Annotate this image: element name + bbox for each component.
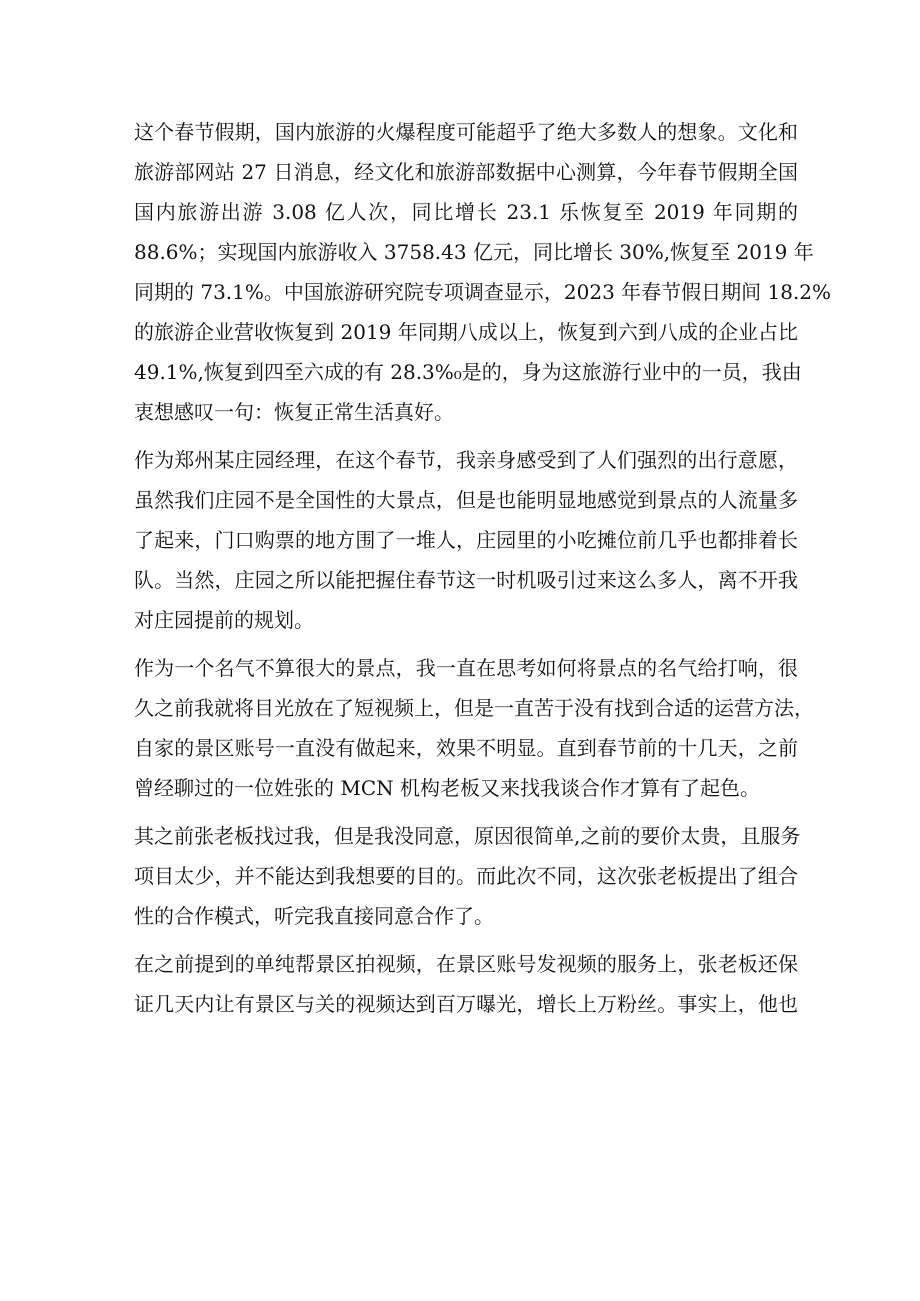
paragraph-1 [134,112,832,432]
text-line: 曾经聊过的一位姓张的 MCN 机构老板又来找我谈合作才算有了起色。 [134,776,760,800]
text-line: 作为郑州某庄园经理，在这个春节，我亲身感受到了人们强烈的出行意愿， [134,448,798,472]
paragraph-3 [134,648,814,808]
text-line: 了起来，门口购票的地方围了一堆人，庄园里的小吃摊位前几乎也都排着长 [134,528,798,552]
text-line: 项目太少，并不能达到我想要的目的。而此次不同，这次张老板提出了组合 [134,864,798,888]
text-line: 对庄园提前的规划。 [134,608,314,632]
text-line: 其之前张老板找过我，但是我没同意，原因很简单,之前的要价太贵，且服务 [134,824,801,848]
text-line: 49.1%,恢复到四至六成的有 28.3%₀是的，身为这旅游行业中的一员，我由 [134,360,802,384]
text-line: 自家的景区账号一直没有做起来，效果不明显。直到春节前的十几天，之前 [134,736,798,760]
text-line: 88.6%；实现国内旅游收入 3758.43 亿元，同比增长 30%,恢复至 2019 年 [134,240,814,264]
paragraph-4 [134,816,801,936]
text-line: 在之前提到的单纯帮景区拍视频，在景区账号发视频的服务上，张老板还保 [134,952,798,976]
text-line: 国内旅游出游 3.08 亿人次，同比增长 23.1 乐恢复至 2019 年同期的 [134,200,798,224]
document-body [134,112,832,1032]
text-line: 性的合作模式，听完我直接同意合作了。 [134,904,494,928]
paragraph-5 [134,944,798,1024]
paragraph-2 [134,440,798,640]
text-line: 的旅游企业营收恢复到 2019 年同期八成以上，恢复到六到八成的企业占比 [134,320,798,344]
text-line: 这个春节假期，国内旅游的火爆程度可能超乎了绝大多数人的想象。文化和 [134,120,798,144]
text-line: 虽然我们庄园不是全国性的大景点，但是也能明显地感觉到景点的人流量多 [134,488,798,512]
text-line: 衷想感叹一句：恢复正常生活真好。 [134,400,454,424]
text-line: 作为一个名气不算很大的景点，我一直在思考如何将景点的名气给打响，很 [134,656,798,680]
text-line: 证几天内让有景区与关的视频达到百万曝光，增长上万粉丝。事实上，他也 [134,992,798,1016]
text-line: 久之前我就将目光放在了短视频上，但是一直苦于没有找到合适的运营方法， [134,696,814,720]
text-line: 旅游部网站 27 日消息，经文化和旅游部数据中心测算，今年春节假期全国 [134,160,798,184]
text-line: 同期的 73.1%。中国旅游研究院专项调查显示，2023 年春节假日期间 18.2% [134,280,832,304]
text-line: 队。当然，庄园之所以能把握住春节这一时机吸引过来这么多人，离不开我 [134,568,798,592]
